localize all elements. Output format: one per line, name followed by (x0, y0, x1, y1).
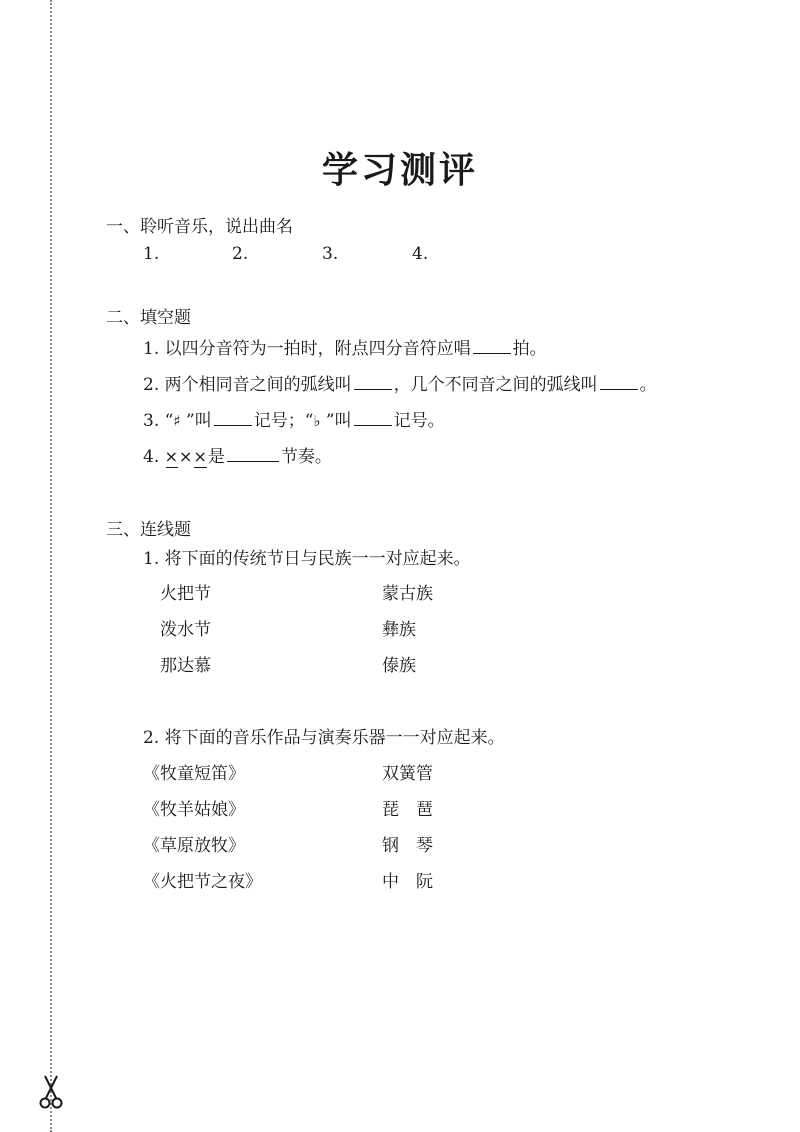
fill-question-3-mid1: ”叫 (180, 411, 212, 431)
answer-blank[interactable] (214, 409, 252, 426)
fill-question-3-suffix: 记号。 (393, 411, 445, 431)
fill-question-3-prefix: 3. “ (143, 411, 174, 431)
festival-item: 火把节 (160, 584, 211, 604)
fill-question-1 (143, 334, 547, 359)
instrument-item: 琵 琶 (382, 800, 433, 820)
page-title: 学习测评 (321, 149, 478, 191)
ethnic-group-item: 傣族 (382, 656, 416, 676)
instrument-item: 钢 琴 (382, 836, 433, 856)
fill-question-2-mid: ，几个不同音之间的弧线叫 (393, 375, 598, 395)
fill-question-4-suffix: 节奏。 (280, 447, 332, 467)
answer-blank[interactable] (227, 445, 279, 462)
answer-blank[interactable] (354, 373, 392, 390)
fill-question-4-mid: 是 (207, 447, 225, 467)
flat-symbol: ♭ (313, 412, 321, 430)
listen-item-3: 3. (322, 244, 339, 264)
sharp-symbol: ♯ (173, 412, 181, 430)
listen-item-4: 4. (412, 244, 429, 264)
rhythm-note: × (193, 447, 208, 466)
rhythm-notation (165, 447, 208, 466)
music-work-item: 《火把节之夜》 (143, 872, 262, 892)
fill-question-2 (143, 370, 657, 395)
listen-item-2: 2. (232, 244, 249, 264)
rhythm-note: × (164, 447, 180, 466)
music-work-item: 《牧羊姑娘》 (143, 800, 245, 820)
match-question-1-text: 1. 将下面的传统节日与民族一一对应起来。 (143, 549, 471, 569)
fill-question-2-suffix: 。 (639, 375, 657, 395)
festival-item: 那达慕 (160, 656, 211, 676)
match-question-2-text: 2. 将下面的音乐作品与演奏乐器一一对应起来。 (143, 728, 505, 748)
fill-question-4-prefix: 4. (143, 447, 160, 467)
instrument-item: 中 阮 (382, 872, 433, 892)
answer-blank[interactable] (600, 373, 638, 390)
fill-question-1-suffix: 拍。 (512, 339, 547, 359)
festival-item: 泼水节 (160, 620, 211, 640)
instrument-item: 双簧管 (382, 764, 433, 784)
ethnic-group-item: 彝族 (382, 620, 416, 640)
section3-heading: 三、连线题 (106, 520, 191, 540)
answer-blank[interactable] (354, 409, 392, 426)
music-work-item: 《牧童短笛》 (143, 764, 245, 784)
answer-blank[interactable] (473, 337, 511, 354)
ethnic-group-item: 蒙古族 (382, 584, 433, 604)
fill-question-4 (143, 442, 332, 467)
fill-question-1-text: 1. 以四分音符为一拍时，附点四分音符应唱 (143, 339, 471, 359)
scissors-icon (39, 1074, 63, 1110)
section1-heading: 一、聆听音乐，说出曲名 (106, 217, 293, 237)
section2-heading: 二、填空题 (106, 308, 191, 328)
fill-question-3-mid3: ”叫 (320, 411, 352, 431)
listen-item-1: 1. (143, 244, 160, 264)
fill-question-3 (143, 406, 445, 431)
fill-question-3-mid2: 记号；“ (253, 411, 314, 431)
music-work-item: 《草原放牧》 (143, 836, 245, 856)
fill-question-2-text: 2. 两个相同音之间的弧线叫 (143, 375, 352, 395)
rhythm-note: × (179, 447, 194, 466)
